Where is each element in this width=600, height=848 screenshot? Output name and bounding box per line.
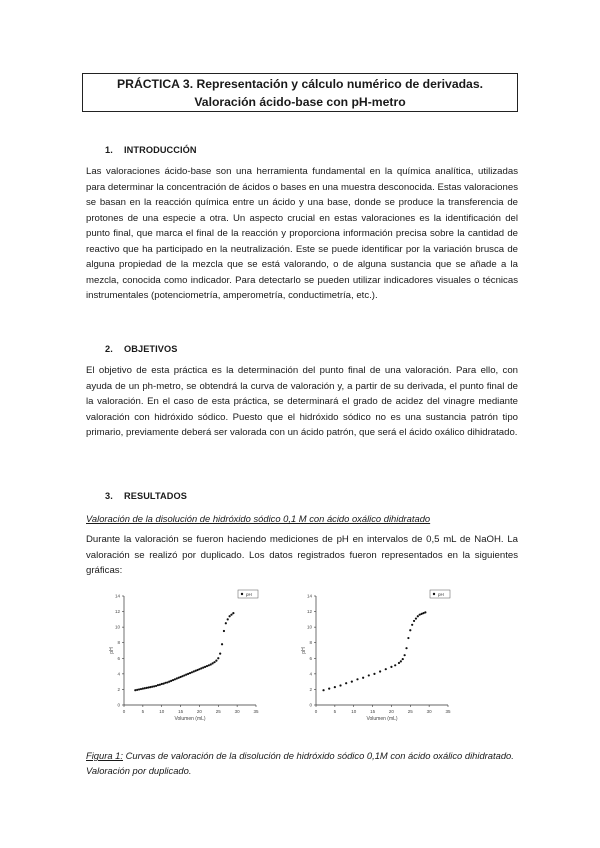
section-title: INTRODUCCIÓN [124,145,197,155]
data-point [168,681,170,683]
data-point [221,643,223,645]
legend-marker [241,593,243,595]
data-point [417,615,419,617]
data-point [362,677,364,679]
data-point [215,660,217,662]
data-point [134,689,136,691]
x-tick-label: 10 [351,709,357,714]
data-point [217,657,219,659]
data-point [225,622,227,624]
data-point [210,663,212,665]
x-tick-label: 25 [407,709,413,714]
data-point [368,674,370,676]
data-point [181,675,183,677]
data-point [213,661,215,663]
y-tick-label: 4 [117,671,120,677]
data-point [178,677,180,679]
data-point [164,682,166,684]
data-point [407,637,409,639]
figure-caption [86,748,526,778]
y-tick-label: 8 [309,640,312,646]
data-point [204,666,206,668]
data-point [159,684,161,686]
x-axis-label: Volumen (mL) [366,716,398,722]
section-heading-introduccion [105,145,197,155]
y-tick-label: 10 [306,624,312,630]
data-point [189,672,191,674]
legend-label: pH [246,592,252,597]
data-point [172,679,174,681]
data-point [146,687,148,689]
data-point [413,620,415,622]
data-point [334,686,336,688]
data-point [196,669,198,671]
data-point [151,686,153,688]
data-point [230,614,232,616]
data-point [198,668,200,670]
y-tick-label: 4 [309,671,312,677]
data-point [144,687,146,689]
data-point [155,685,157,687]
data-point [208,664,210,666]
data-point [373,673,375,675]
figure-caption-text: Curvas de valoración de la disolución de hidróxido sódico 0,1M con ácido oxálico dihidratado. Valoración por duplicado. [86,750,514,776]
y-tick-label: 0 [117,702,120,708]
y-tick-label: 2 [117,686,120,692]
document-title [82,73,518,112]
y-tick-label: 0 [309,702,312,708]
x-tick-label: 30 [426,709,432,714]
data-point [422,612,424,614]
data-point [409,629,411,631]
data-point [227,618,229,620]
data-point [223,630,225,632]
x-tick-label: 5 [141,709,145,714]
x-tick-label: 10 [159,709,165,714]
section-heading-resultados [105,491,187,501]
data-point [394,664,396,666]
y-tick-label: 14 [306,593,312,599]
x-axis-label: Volumen (mL) [174,716,206,722]
data-point [345,682,347,684]
title-line-1: PRÁCTICA 3. Representación y cálculo numérico de derivadas. [117,77,483,91]
data-point [232,612,234,614]
data-point [202,667,204,669]
section-number: 2. [105,344,113,354]
data-point [185,674,187,676]
data-point [176,677,178,679]
data-point [157,684,159,686]
data-point [195,670,197,672]
figure-label: Figura 1: [86,750,123,761]
data-point [398,662,400,664]
data-point [400,660,402,662]
data-point [404,654,406,656]
y-axis-label: pH [109,647,115,654]
y-tick-label: 10 [114,624,120,630]
resultados-subheading: Valoración de la disolución de hidróxido sódico 0,1 M con ácido oxálico dihidratado [86,513,431,524]
y-tick-label: 8 [117,640,120,646]
x-tick-label: 15 [370,709,376,714]
data-point [140,688,142,690]
data-point [379,670,381,672]
titration-chart-1 [108,588,270,728]
titration-chart-2 [300,588,462,728]
data-point [356,678,358,680]
data-point [405,647,407,649]
data-point [415,617,417,619]
data-point [419,614,421,616]
data-point [206,665,208,667]
data-point [170,680,172,682]
data-point [229,615,231,617]
title-line-2: Valoración ácido-base con pH-metro [194,95,406,109]
x-tick-label: 0 [122,709,126,714]
data-point [421,613,423,615]
data-point [219,653,221,655]
section-heading-objetivos [105,344,178,354]
x-tick-label: 20 [196,709,202,714]
data-point [166,681,168,683]
y-tick-label: 6 [117,655,120,661]
y-tick-label: 14 [114,593,120,599]
x-tick-label: 25 [215,709,221,714]
section-number: 1. [105,145,113,155]
data-point [385,668,387,670]
objetivos-paragraph: El objetivo de esta práctica es la determinación del punto final de una valoración. Para ello, con ayuda de un ph-metro, se obtendrá la curva de valoración y, a partir de su derivada, el punto final de la valoración. En el caso de esta práctica, se determinará el grado de acidez del vinagre mediante valoración con hidróxido sódico. Puesto que el hidróxido sódico no es una sustancia patrón tipo primario, previamente deberá ser valorada con un ácido patrón, que será el ácido oxálico dihidratado. [86,365,518,438]
data-point [212,662,214,664]
data-point [339,684,341,686]
data-point [161,683,163,685]
y-tick-label: 2 [309,686,312,692]
section-title: OBJETIVOS [124,344,178,354]
data-point [147,686,149,688]
data-point [328,688,330,690]
data-point [191,671,193,673]
x-tick-label: 35 [445,709,451,714]
section-number: 3. [105,491,113,501]
data-point [142,688,144,690]
introduccion-paragraph: Las valoraciones ácido-base son una herramienta fundamental en la química analítica, utilizadas para determinar la concentración de ácidos o bases en una muestra desconocida. Estas valoraciones se basan en la reacción química entre un ácido y una base, donde se produce la transferencia de protones de una especie a otra. Un aspecto crucial en estas valoraciones es la identificación del punto final, que marca el final de la reacción y proporciona información precisa sobre la cantidad de reactivo que ha participado en la neutralización. Este se puede identificar por la variación brusca de alguna propiedad de la mezcla que se está valorando, o de alguna sustancia que se añade a la mezcla, conocida como indicador. Para detectarlo se pueden utilizar indicadores visuales o técnicas instrumentales (potenciometría, amperometría, conductimetría, etc.). [86,166,518,301]
x-tick-label: 0 [314,709,318,714]
data-point [179,676,181,678]
data-point [402,658,404,660]
y-tick-label: 6 [309,655,312,661]
data-point [163,682,165,684]
data-point [138,688,140,690]
x-tick-label: 35 [253,709,259,714]
data-point [136,689,138,691]
data-point [424,611,426,613]
data-point [149,686,151,688]
data-point [193,670,195,672]
data-point [187,673,189,675]
y-tick-label: 12 [306,609,312,615]
x-tick-label: 20 [388,709,394,714]
resultados-paragraph: Durante la valoración se fueron haciendo mediciones de pH en intervalos de 0,5 mL de NaOH. La valoración se realizó por duplicado. Los datos registrados fueron representados en la siguientes gráficas: [86,534,518,576]
legend-marker [433,593,435,595]
section-title: RESULTADOS [124,491,187,501]
data-point [411,624,413,626]
data-point [200,667,202,669]
data-point [183,674,185,676]
data-point [153,685,155,687]
data-point [390,666,392,668]
x-tick-label: 5 [333,709,337,714]
y-axis-label: pH [301,647,307,654]
data-point [322,689,324,691]
data-point [351,681,353,683]
legend-label: pH [438,592,444,597]
data-point [174,678,176,680]
x-tick-label: 15 [178,709,184,714]
y-tick-label: 12 [114,609,120,615]
x-tick-label: 30 [234,709,240,714]
